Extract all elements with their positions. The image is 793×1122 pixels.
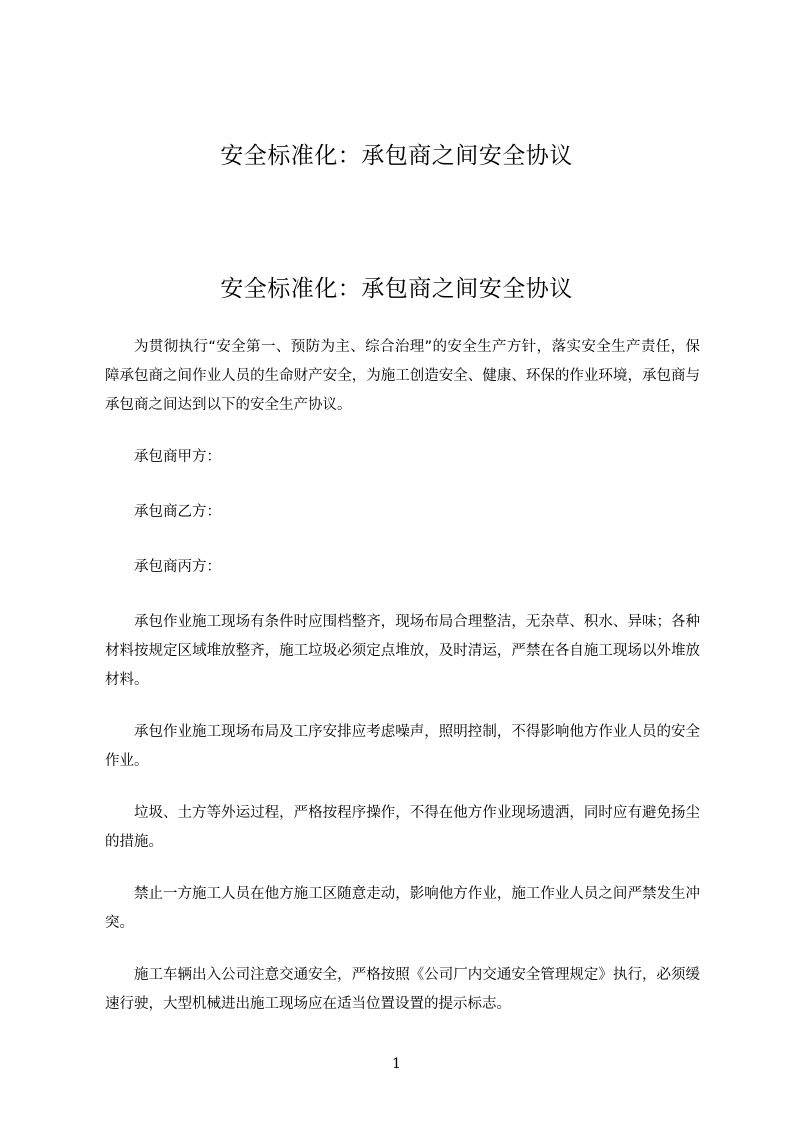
clause-paragraph: 施工车辆出入公司注意交通安全，严格按照《公司厂内交通安全管理规定》执行，必须缓速行驶，大型机械进出施工现场应在适当位置设置的提示标志。 <box>105 967 700 1012</box>
header-title: 安全标准化：承包商之间安全协议 <box>220 143 573 169</box>
party-a-line: 承包商甲方： <box>134 449 221 465</box>
party-b-line: 承包商乙方： <box>134 504 221 520</box>
party-c-line: 承包商丙方： <box>134 559 221 575</box>
page-number: 1 <box>392 1056 401 1072</box>
clause-paragraph: 承包作业施工现场布局及工序安排应考虑噪声，照明控制，不得影响他方作业人员的安全作业。 <box>105 724 700 769</box>
clause-paragraph: 承包作业施工现场有条件时应围档整齐，现场布局合理整洁，无杂草、积水、异味；各种材料按规定区域堆放整齐，施工垃圾必须定点堆放，及时清运，严禁在各自施工现场以外堆放材料。 <box>105 614 700 688</box>
clause-paragraph: 禁止一方施工人员在他方施工区随意走动，影响他方作业，施工作业人员之间严禁发生冲突。 <box>105 886 700 931</box>
intro-paragraph: 为贯彻执行“安全第一、预防为主、综合治理”的安全生产方针，落实安全生产责任，保障承包商之间作业人员的生命财产安全，为施工创造安全、健康、环保的作业环境，承包商与承包商之间达到以下的安全生产协议。 <box>105 339 700 413</box>
document-body <box>105 333 700 1042</box>
clause-paragraph: 垃圾、土方等外运过程，严格按程序操作，不得在他方作业现场遗洒，同时应有避免扬尘的措施。 <box>105 805 700 850</box>
page-title: 安全标准化：承包商之间安全协议 <box>220 276 573 302</box>
